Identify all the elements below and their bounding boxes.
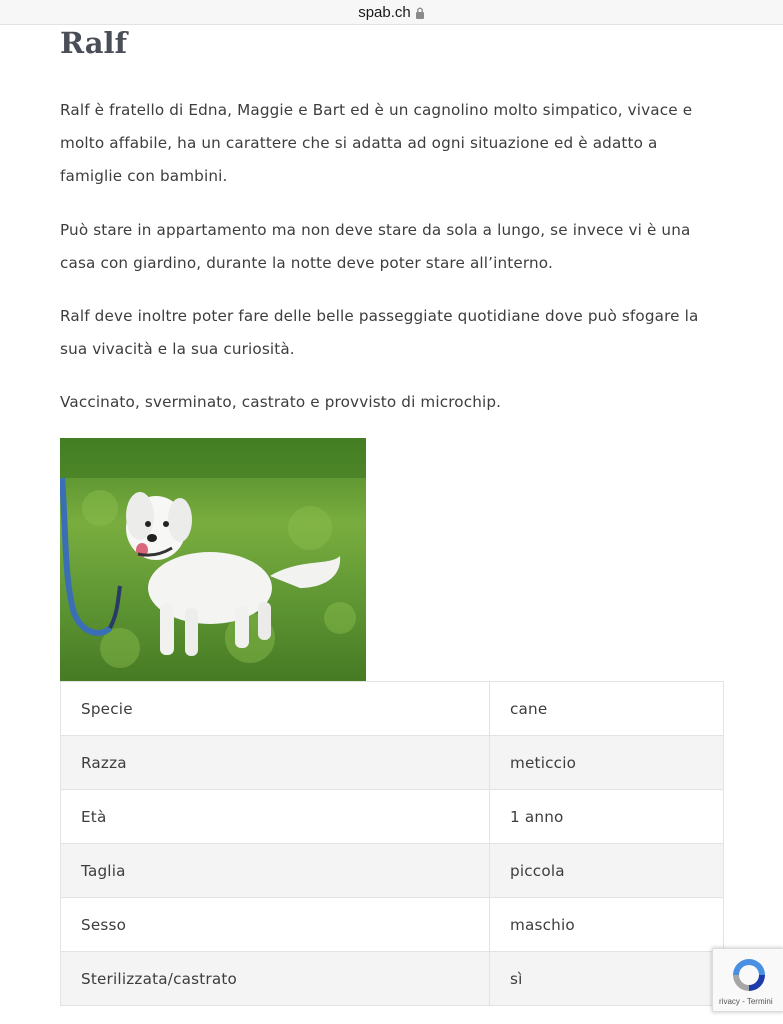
paragraph-housing: Può stare in appartamento ma non deve stare da sola a lungo, se invece vi è una casa con giardino, durante la notte deve poter stare all’interno.	[60, 221, 691, 272]
table-row	[61, 736, 724, 790]
detail-label: Specie	[61, 682, 490, 736]
dog-photo	[60, 438, 366, 681]
table-row	[61, 682, 724, 736]
detail-value: piccola	[490, 844, 724, 898]
table-row	[61, 790, 724, 844]
lock-icon	[415, 7, 425, 19]
recaptcha-icon	[729, 955, 769, 995]
details-table	[60, 681, 724, 1006]
table-row	[61, 952, 724, 1006]
page-title: Ralf	[60, 26, 128, 60]
recaptcha-badge[interactable]	[712, 948, 783, 1012]
address-bar[interactable]	[0, 0, 783, 25]
recaptcha-links[interactable]: rivacy - Termini	[719, 997, 773, 1006]
table-row	[61, 898, 724, 952]
detail-label: Razza	[61, 736, 490, 790]
detail-label: Sesso	[61, 898, 490, 952]
paragraph-health: Vaccinato, sverminato, castrato e provvisto di microchip.	[60, 393, 502, 411]
detail-label: Taglia	[61, 844, 490, 898]
detail-value: maschio	[490, 898, 724, 952]
detail-label: Sterilizzata/castrato	[61, 952, 490, 1006]
detail-label: Età	[61, 790, 490, 844]
url-text[interactable]: spab.ch	[358, 3, 411, 21]
detail-value: sì	[490, 952, 724, 1006]
dog-photo-illustration	[60, 438, 366, 681]
detail-value: cane	[490, 682, 724, 736]
table-row	[61, 844, 724, 898]
paragraph-walks: Ralf deve inoltre poter fare delle belle passeggiate quotidiane dove può sfogare la sua vivacità e la sua curiosità.	[60, 307, 699, 358]
detail-value: 1 anno	[490, 790, 724, 844]
detail-value: meticcio	[490, 736, 724, 790]
paragraph-description: Ralf è fratello di Edna, Maggie e Bart ed è un cagnolino molto simpatico, vivace e molto affabile, ha un carattere che si adatta ad ogni situazione ed è adatto a famiglie con bambini.	[60, 101, 693, 185]
